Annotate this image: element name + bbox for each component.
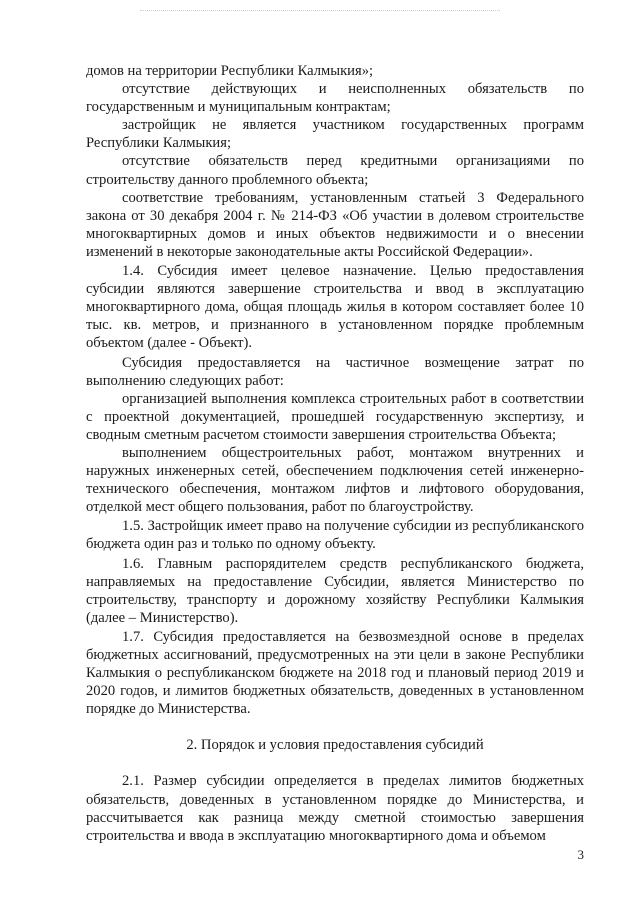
paragraph: 1.4. Субсидия имеет целевое назначение. Целью предоставления субсидии являются завершение строительства и ввод в эксплуатацию многоквартирного дома, общая площадь жилья в котором составляет более 10 тыс. кв. метров, и признанного в установленном порядке проблемным объектом (далее - Объект). [86, 263, 584, 352]
paragraph: застройщик не является участником государственных программ Республики Калмыкия; [86, 117, 584, 152]
paragraph: отсутствие действующих и неисполненных обязательств по государственным и муниципальным контрактам; [86, 81, 584, 116]
paragraph: 2.1. Размер субсидии определяется в пределах лимитов бюджетных обязательств, доведенных в установленном порядке до Министерства, и рассчитывается как разница между сметной стоимостью завершения строительства и ввода в эксплуатацию многоквартирного дома и объемом [86, 773, 584, 844]
paragraph: 1.6. Главным распорядителем средств республиканского бюджета, направляемых на предоставление Субсидии, является Министерство по строительству, транспорту и дорожному хозяйству Республики Калмыкия (далее – Министерство). [86, 555, 584, 626]
paragraph: отсутствие обязательств перед кредитными организациями по строительству данного проблемного объекта; [86, 153, 584, 188]
paragraph: соответствие требованиям, установленным статьей 3 Федерального закона от 30 декабря 2004 г. № 214-ФЗ «Об участии в долевом строительстве многоквартирных домов и иных объектов недвижимости и о внесении изменений в некоторые законодательные акты Российской Федерации». [86, 189, 584, 260]
section-heading: 2. Порядок и условия предоставления субсидий [186, 737, 484, 754]
paragraph: организацией выполнения комплекса строительных работ в соответствии с проектной документацией, прошедшей государственную экспертизу, и сводным сметным расчетом стоимости завершения строительства Объекта; [86, 390, 584, 443]
page-number: 3 [577, 847, 584, 862]
paragraph: 1.7. Субсидия предоставляется на безвозмездной основе в пределах бюджетных ассигнований, предусмотренных на эти цели в законе Республики Калмыкия о республиканском бюджете на 2018 год и плановый период 2019 и 2020 годов, и лимитов бюджетных обязательств, доведенных в установленном порядке до Министерства. [86, 628, 584, 718]
paragraph: Субсидия предоставляется на частичное возмещение затрат по выполнению следующих работ: [86, 354, 584, 389]
paragraph: выполнением общестроительных работ, монтажом внутренних и наружных инженерных сетей, обеспечением подключения сетей инженерно-технического обеспечения, монтажом лифтов и лифтового оборудования, отделкой мест общего пользования, работ по благоустройству. [86, 444, 584, 516]
document-body [86, 62, 584, 845]
paragraph: домов на территории Республики Калмыкия»; [86, 63, 374, 79]
scan-artifact [140, 10, 500, 15]
paragraph: 1.5. Застройщик имеет право на получение субсидии из республиканского бюджета один раз и только по одному объекту. [86, 518, 584, 553]
